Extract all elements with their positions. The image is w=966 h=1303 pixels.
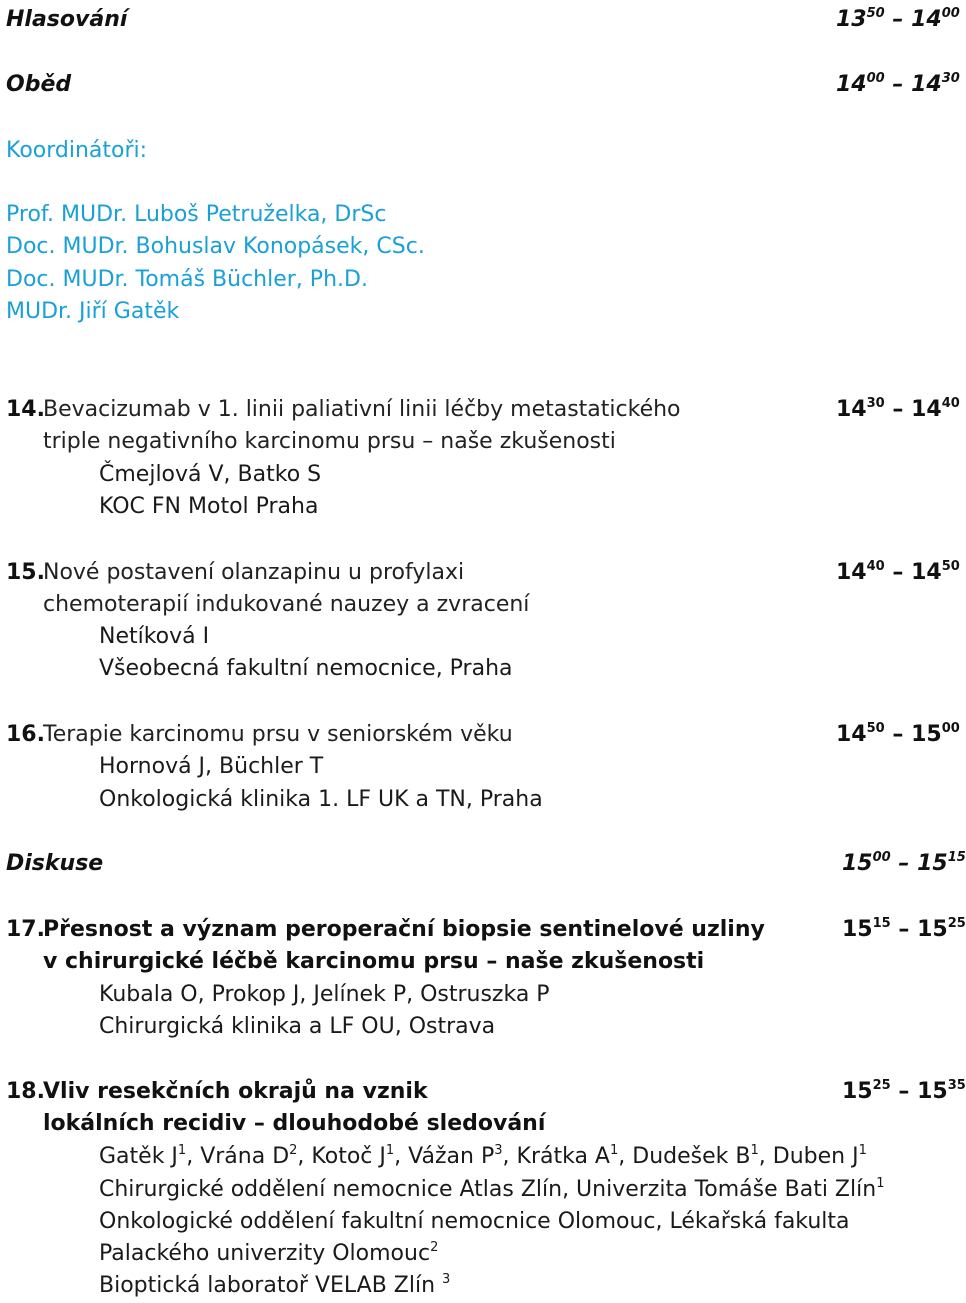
- talk-time: $14^{40} - 14^{50}$: [836, 559, 960, 585]
- section-obed-label: Oběd: [6, 72, 72, 97]
- talk-institution: Onkologická klinika 1. LF UK a TN, Praha: [99, 787, 543, 812]
- coordinator-name: Prof. MUDr. Luboš Petruželka, DrSc: [6, 202, 387, 227]
- talk-time: $15^{25} - 15^{35}$: [842, 1078, 966, 1104]
- talk-number: 17.: [6, 917, 45, 942]
- section-diskuse-label: Diskuse: [6, 851, 104, 876]
- talk-title-line: v chirurgické léčbě karcinomu prsu – naše zkušenosti: [43, 949, 705, 974]
- talk-authors: Hornová J, Büchler T: [99, 754, 324, 779]
- talk-number: 16.: [6, 722, 45, 747]
- talk-authors: Gatěk $J^1$, Vrána $D^2$, Kotoč $J^1$, Vážan $P^3$, Krátka $A^1$, Dudešek $B^1$, Duben $J^1$: [99, 1143, 867, 1169]
- talk-authors: Kubala O, Prokop J, Jelínek P, Ostruszka P: [99, 982, 550, 1007]
- talk-time: $14^{30} - 14^{40}$: [836, 396, 960, 422]
- coordinator-name: MUDr. Jiří Gatěk: [6, 299, 180, 324]
- coordinators-heading: Koordinátoři:: [6, 138, 148, 163]
- talk-number: 14.: [6, 397, 45, 422]
- talk-authors: Netíková I: [99, 624, 210, 649]
- talk-number: 15.: [6, 560, 45, 585]
- talk-institution: Chirurgická klinika a LF OU, Ostrava: [99, 1014, 496, 1039]
- section-hlasovani-time: $13^{50} - 14^{00}$: [836, 6, 960, 32]
- talk-affiliation: Bioptická laboratoř VELAB Zlín $^3$: [99, 1272, 451, 1298]
- talk-affiliation: Palackého univerzity Olomouc$^2$: [99, 1240, 439, 1266]
- talk-affiliation: Onkologické oddělení fakultní nemocnice Olomouc, Lékařská fakulta: [99, 1209, 850, 1234]
- talk-institution: KOC FN Motol Praha: [99, 494, 319, 519]
- talk-time: $15^{15} - 15^{25}$: [842, 916, 966, 942]
- talk-number: 18.: [6, 1079, 45, 1104]
- section-hlasovani-label: Hlasování: [6, 7, 128, 32]
- talk-title-line: Terapie karcinomu prsu v seniorském věku: [43, 722, 513, 747]
- talk-title-line: Vliv resekčních okrajů na vznik: [43, 1079, 428, 1104]
- talk-title-line: chemoterapií indukované nauzey a zvracení: [43, 592, 530, 617]
- coordinator-name: Doc. MUDr. Tomáš Büchler, Ph.D.: [6, 267, 368, 292]
- talk-time: $14^{50} - 15^{00}$: [836, 721, 960, 747]
- talk-institution: Všeobecná fakultní nemocnice, Praha: [99, 656, 513, 681]
- section-obed-time: $14^{00} - 14^{30}$: [836, 71, 960, 97]
- talk-title-line: Přesnost a význam peroperační biopsie sentinelové uzliny: [43, 917, 765, 942]
- talk-title-line: Bevacizumab v 1. linii paliativní linii léčby metastatického: [43, 397, 681, 422]
- talk-authors: Čmejlová V, Batko S: [99, 462, 322, 487]
- talk-title-line: lokálních recidiv – dlouhodobé sledování: [43, 1111, 546, 1136]
- section-diskuse-time: $15^{00} - 15^{15}$: [842, 850, 966, 876]
- talk-affiliation: Chirurgické oddělení nemocnice Atlas Zlín, Univerzita Tomáše Bati Zlín$^1$: [99, 1176, 885, 1202]
- coordinator-name: Doc. MUDr. Bohuslav Konopásek, CSc.: [6, 234, 425, 259]
- talk-title-line: triple negativního karcinomu prsu – naše zkušenosti: [43, 429, 616, 454]
- talk-title-line: Nové postavení olanzapinu u profylaxi: [43, 560, 465, 585]
